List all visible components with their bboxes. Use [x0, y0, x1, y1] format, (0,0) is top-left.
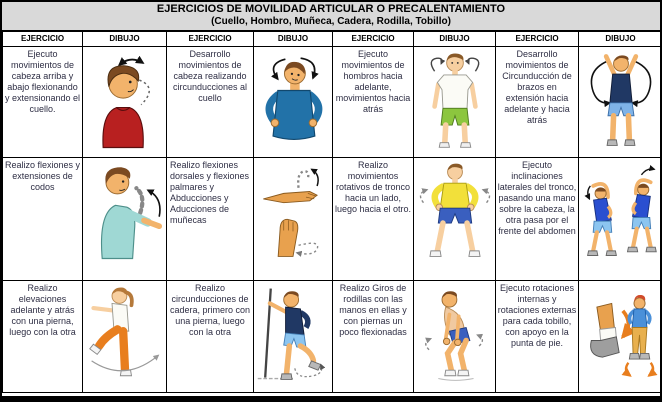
ankle-rotation-figure — [583, 283, 659, 385]
drawing-cell — [414, 281, 496, 393]
exercise-text-cell: Realizo movimientos rotativos de tronco hacia un lado, luego hacia el otro. — [333, 158, 414, 281]
exercise-text-cell: Realizo elevaciones adelante y atrás con una pierna, luego con la otra — [3, 281, 83, 393]
drawing-cell — [254, 47, 333, 158]
column-header: DIBUJO — [414, 32, 496, 47]
exercise-text-cell: Desarrollo movimientos de Circunducción de brazos en extensión hacia adelante y hacia atrás — [496, 47, 579, 158]
drawing-cell — [83, 158, 167, 281]
shoulder-roll-figure — [417, 49, 493, 151]
exercise-text-cell: Ejecuto movimientos de hombros hacia adelante, movimientos hacia atrás — [333, 47, 414, 158]
page-subtitle: (Cuello, Hombro, Muñeca, Cadera, Rodilla, Tobillo) — [211, 16, 451, 27]
exercise-text-cell: Realizo flexiones y extensiones de codos — [3, 158, 83, 281]
exercise-text-cell: Realizo circunducciones de cadera, primero con una pierna, luego con la otra — [167, 281, 254, 393]
column-header: DIBUJO — [579, 32, 662, 47]
exercise-text-cell: Ejecuto rotaciones internas y rotaciones externas para cada tobillo, con apoyo en la punta de pie. — [496, 281, 579, 393]
lateral-bend-figures — [583, 160, 659, 262]
arm-circumduction-figure — [583, 49, 659, 151]
exercise-table — [2, 31, 662, 393]
column-header: EJERCICIO — [496, 32, 579, 47]
column-header: DIBUJO — [254, 32, 333, 47]
drawing-cell — [414, 158, 496, 281]
exercise-text-cell: Ejecuto inclinaciones laterales del tronco, pasando una mano sobre la cabeza, la otra pasa por el frente del abdomen — [496, 158, 579, 281]
column-header: EJERCICIO — [167, 32, 254, 47]
neck-flexion-figure — [87, 49, 163, 151]
drawing-cell — [579, 281, 662, 393]
exercise-text-cell: Desarrollo movimientos de cabeza realizando circunducciones al cuello — [167, 47, 254, 158]
table-body — [3, 47, 662, 393]
neck-circumduction-figure — [255, 49, 331, 151]
trunk-rotation-figure — [417, 160, 493, 262]
elbow-flexion-figure — [87, 160, 163, 262]
table-row — [3, 158, 662, 281]
drawing-cell — [579, 47, 662, 158]
leg-swing-figure — [87, 283, 163, 385]
drawing-cell — [414, 47, 496, 158]
drawing-cell — [254, 281, 333, 393]
title-band — [2, 2, 660, 31]
column-header-row — [3, 32, 662, 47]
drawing-cell — [254, 158, 333, 281]
drawing-cell — [83, 281, 167, 393]
exercise-text-cell: Ejecuto movimientos de cabeza arriba y abajo flexionando y extensionando el cuello. — [3, 47, 83, 158]
drawing-cell — [579, 158, 662, 281]
column-header: EJERCICIO — [3, 32, 83, 47]
table-row — [3, 47, 662, 158]
exercise-text-cell: Realizo Giros de rodillas con las manos en ellas y con piernas un poco flexionadas — [333, 281, 414, 393]
knee-circles-figure — [417, 283, 493, 385]
column-header: DIBUJO — [83, 32, 167, 47]
exercise-text-cell: Realizo flexiones dorsales y flexiones palmares y Abducciones y Aducciones de muñecas — [167, 158, 254, 281]
wrist-flexion-hands — [255, 160, 331, 262]
table-row — [3, 281, 662, 393]
page-title: EJERCICIOS DE MOVILIDAD ARTICULAR O PRECALENTAMIENTO — [156, 3, 506, 15]
column-header: EJERCICIO — [333, 32, 414, 47]
drawing-cell — [83, 47, 167, 158]
hip-circumduction-figure — [255, 283, 331, 385]
